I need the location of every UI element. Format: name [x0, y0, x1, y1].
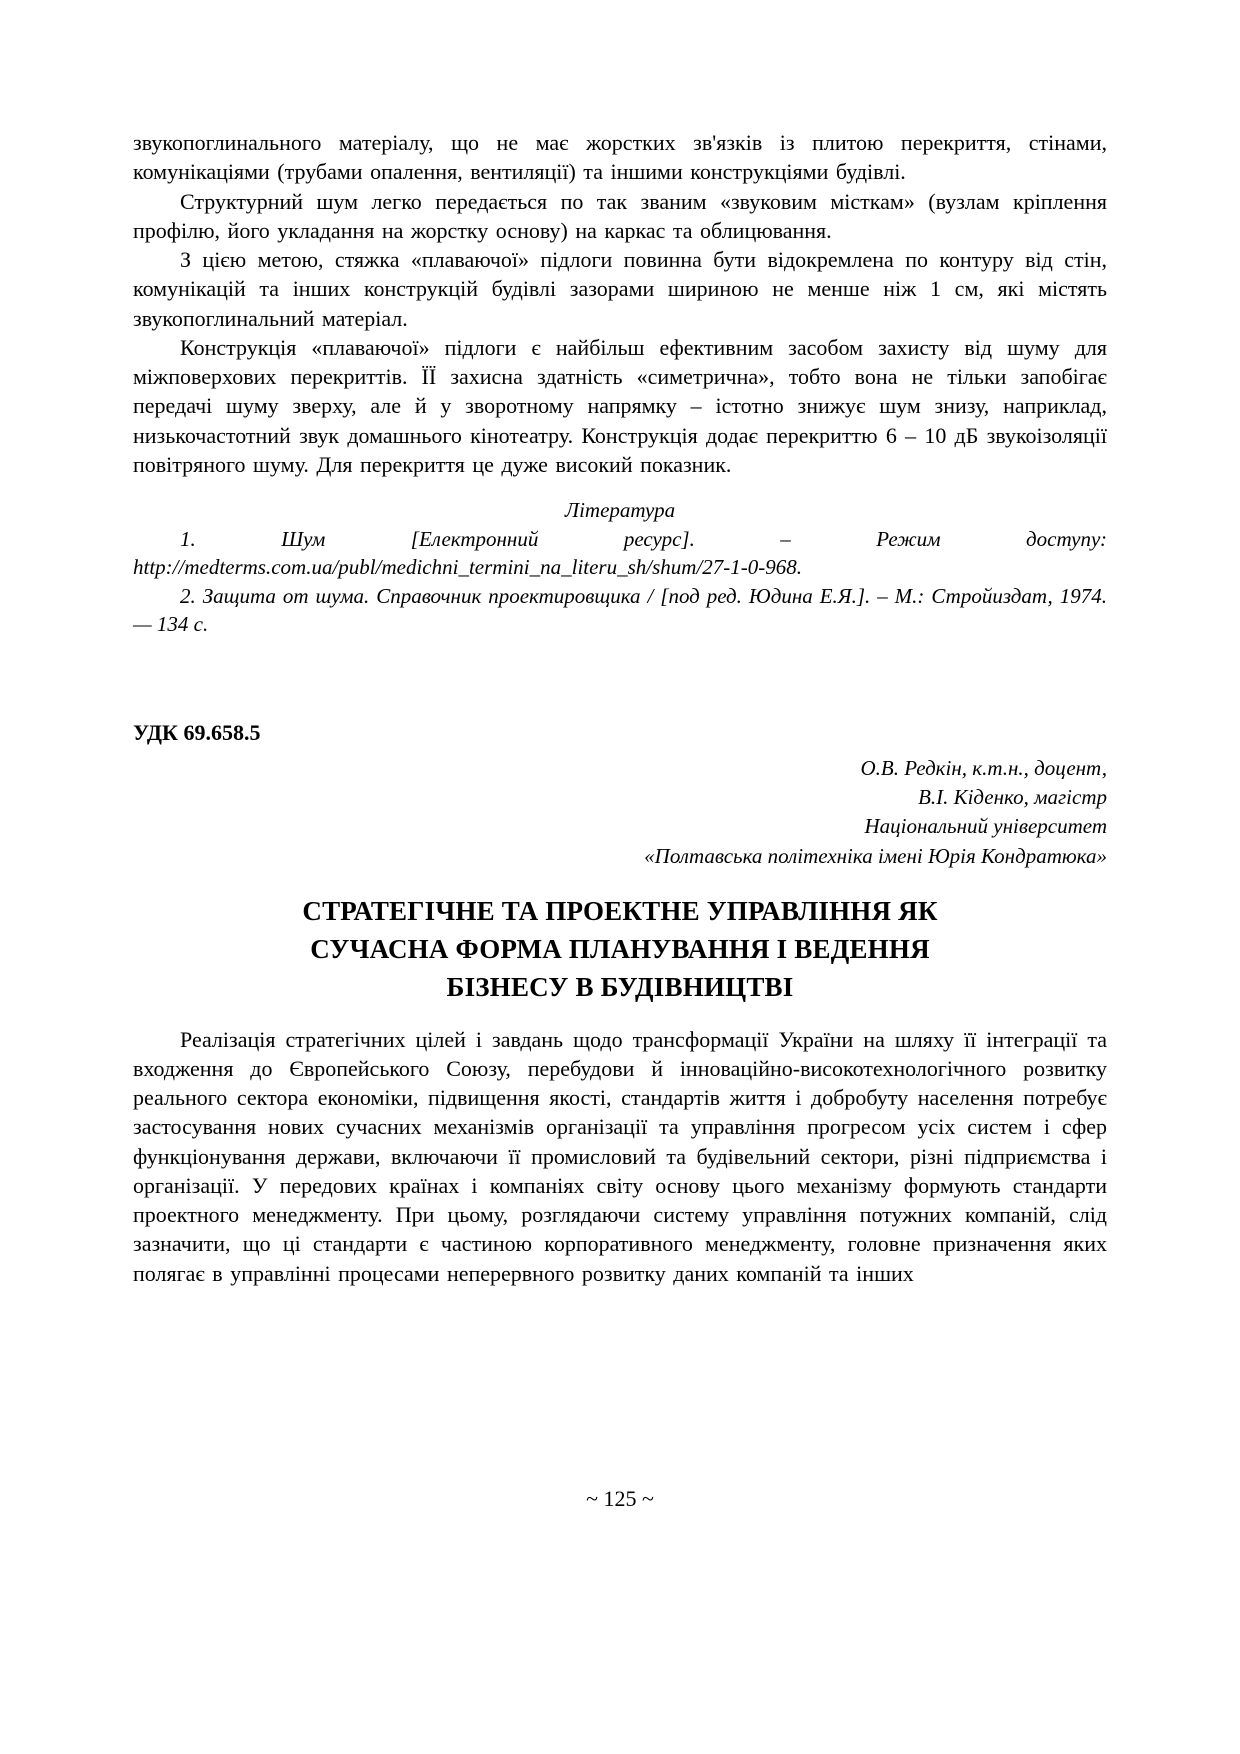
affiliation-line-2: «Полтавська політехніка імені Юрія Кондратюка» — [644, 843, 1107, 868]
paragraph-continuation: звукопоглинального матеріалу, що не має жорстких зв'язків із плитою перекриття, стінами, комунікаціями (трубами опалення, вентиляції) та іншими конструкціями будівлі. — [133, 130, 1107, 185]
paragraph-structural-noise: Структурний шум легко передається по так званим «звуковим місткам» (вузлам кріплення профілю, його укладання на жорстку основу) на каркас та облицювання. — [133, 188, 1107, 243]
article-title-line-3: БІЗНЕСУ В БУДІВНИЦТВІ — [446, 971, 794, 1002]
article-title — [133, 893, 1107, 1006]
article-title-line-1: СТРАТЕГІЧНЕ ТА ПРОЕКТНЕ УПРАВЛІННЯ ЯК — [302, 896, 938, 927]
article-intro-paragraph: Реалізація стратегічних цілей і завдань щодо трансформації України на шляху її інтеграції та входження до Європейського Союзу, перебудови й інноваційно-високотехнологічного розвитку реального сектора економіки, підвищення якості, стандартів життя і добробуту населення потребує застосування нових сучасних механізмів організації та управління прогресом усіх систем і сфер функціонування держави, включаючи її промисловий та будівельний сектори, різні підприємства і організації. У передових країнах і компаніях світу основу цього механізму формують стандарти проектного менеджменту. При цьому, розглядаючи систему управління потужних компаній, слід зазначити, що ці стандарти є частиною корпоративного менеджменту, головне призначення яких полягає в управлінні процесами неперервного розвитку даних компаній та інших — [133, 1026, 1107, 1286]
article-title-line-2: СУЧАСНА ФОРМА ПЛАНУВАННЯ І ВЕДЕННЯ — [310, 933, 930, 964]
page-number: ~ 125 ~ — [586, 1486, 654, 1511]
affiliation-line-1: Національний університет — [864, 814, 1107, 839]
paragraph-floating-floor-construction: Конструкція «плаваючої» підлоги є найбільш ефективним засобом захисту від шуму для міжповерхових перекриттів. ЇЇ захисна здатність «симетрична», тобто вона не тільки запобігає передачі шуму зверху, але й у зворотному напрямку – істотно знижує шум знизу, наприклад, низькочастотний звук домашнього кінотеатру. Конструкція додає перекриттю 6 – 10 дБ звукоізоляції повітряного шуму. Для перекриття це дуже високий показник. — [133, 334, 1107, 477]
reference-item-2: 2. Защита от шума. Справочник проектировщика / [под ред. Юдина Е.Я.]. – М.: Стройиздат, 1974. — 134 с. — [133, 583, 1107, 636]
page-content — [133, 128, 1107, 1288]
author-line-1: О.В. Редкін, к.т.н., доцент, — [860, 755, 1107, 780]
udc-label: УДК 69.658.5 — [133, 720, 261, 746]
paragraph-floating-floor-gap: З цією метою, стяжка «плаваючої» підлоги повинна бути відокремлена по контуру від стін, комунікацій та інших конструкцій будівлі зазорами шириною не менше ніж 1 см, які містять звукопоглинальний матеріал. — [133, 247, 1107, 331]
reference-item-1: 1. Шум [Електронний ресурс]. – Режим доступу: http://medterms.com.ua/publ/medichni_termini_na_literu_sh/shum/27-1-0-968. — [133, 526, 1107, 580]
author-block — [133, 754, 1107, 872]
literature-heading: Література — [564, 498, 676, 522]
author-line-2: В.І. Кіденко, магістр — [918, 784, 1107, 809]
